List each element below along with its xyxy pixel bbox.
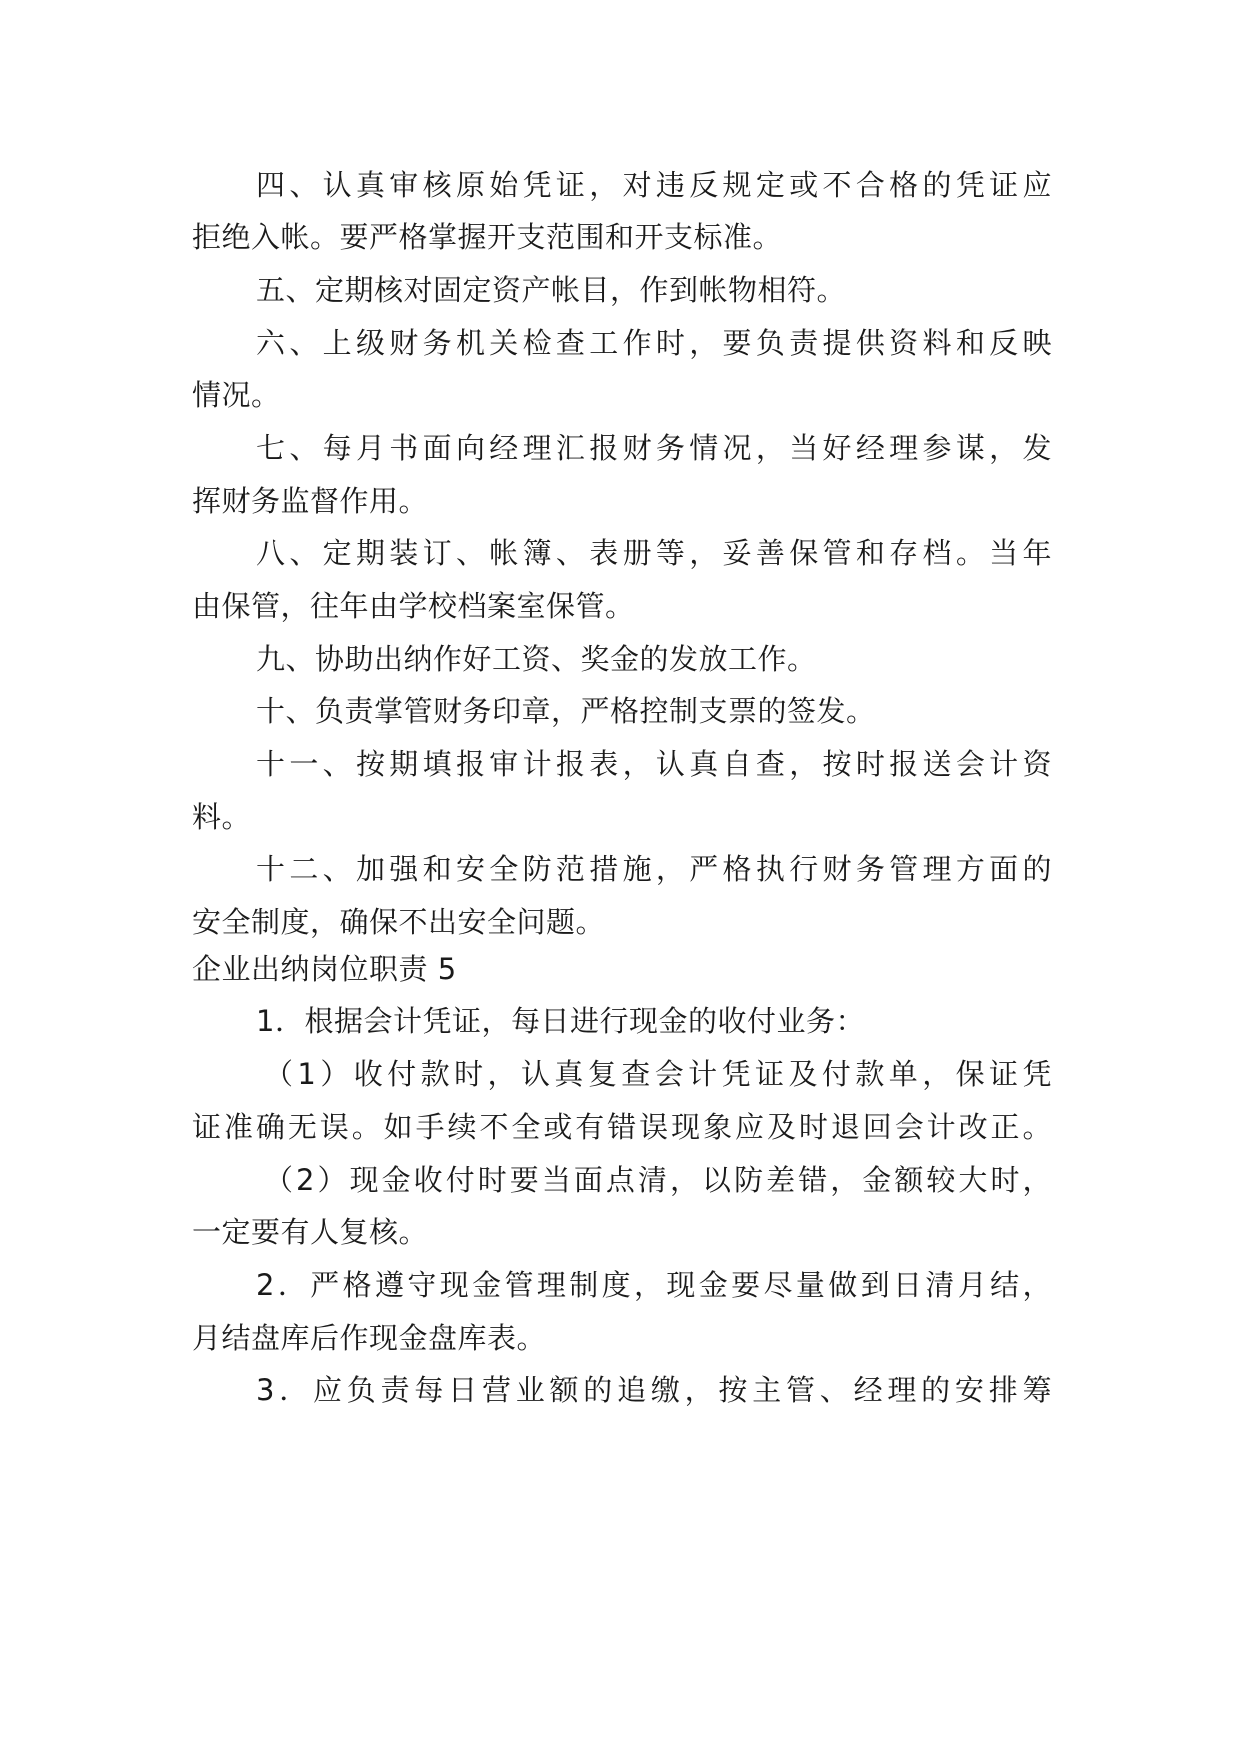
paragraph-line: 五、定期核对固定资产帐目，作到帐物相符。 <box>256 273 847 307</box>
paragraph-line: 料。 <box>192 800 252 834</box>
paragraph-line: 十、负责掌管财务印章，严格控制支票的签发。 <box>256 694 876 728</box>
paragraph-line: 挥财务监督作用。 <box>192 484 429 518</box>
paragraph-line: 1．根据会计凭证，每日进行现金的收付业务： <box>256 1004 865 1038</box>
paragraph-line: 八、定期装订、帐簿、表册等，妥善保管和存档。当年 <box>256 536 1052 570</box>
section-heading: 企业出纳岗位职责 5 <box>192 952 457 986</box>
paragraph-line: （2）现金收付时要当面点清，以防差错，金额较大时， <box>264 1163 1052 1197</box>
paragraph-line: 四、认真审核原始凭证，对违反规定或不合格的凭证应 <box>256 168 1052 202</box>
paragraph-line: 情况。 <box>192 378 281 412</box>
paragraph-line: 六、上级财务机关检查工作时，要负责提供资料和反映 <box>256 326 1052 360</box>
paragraph-line: 十一、按期填报审计报表，认真自查，按时报送会计资 <box>256 747 1052 781</box>
paragraph-line: （1）收付款时，认真复查会计凭证及付款单，保证凭 <box>264 1057 1052 1091</box>
paragraph-line: 2．严格遵守现金管理制度，现金要尽量做到日清月结， <box>256 1268 1052 1302</box>
paragraph-line: 一定要有人复核。 <box>192 1215 429 1249</box>
paragraph-line: 3．应负责每日营业额的追缴，按主管、经理的安排筹 <box>256 1373 1052 1407</box>
paragraph-line: 七、每月书面向经理汇报财务情况，当好经理参谋，发 <box>256 431 1052 465</box>
paragraph-line: 证准确无误。如手续不全或有错误现象应及时退回会计改正。 <box>192 1110 1052 1144</box>
paragraph-line: 九、协助出纳作好工资、奖金的发放工作。 <box>256 642 817 676</box>
paragraph-line: 拒绝入帐。要严格掌握开支范围和开支标准。 <box>192 220 783 254</box>
paragraph-line: 月结盘库后作现金盘库表。 <box>192 1321 547 1355</box>
paragraph-line: 十二、加强和安全防范措施，严格执行财务管理方面的 <box>256 852 1052 886</box>
paragraph-line: 由保管，往年由学校档案室保管。 <box>192 589 635 623</box>
paragraph-line: 安全制度，确保不出安全问题。 <box>192 905 606 939</box>
